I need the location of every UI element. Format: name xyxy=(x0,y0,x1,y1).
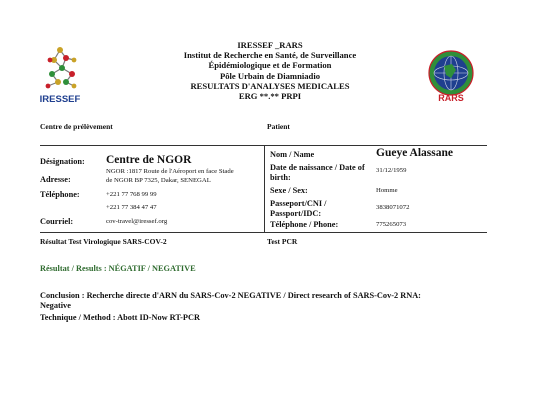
designation-label: Désignation: xyxy=(40,157,85,166)
adresse-line-1: NGOR :1817 Route de l'Aéroport en face Stade xyxy=(106,168,234,175)
conclusion-line-2: Negative xyxy=(40,301,71,310)
nom-value: Gueye Alassane xyxy=(376,147,453,159)
dob-value: 31/12/1959 xyxy=(376,167,407,174)
document-header xyxy=(120,40,420,101)
telephone-1: +221 77 768 99 99 xyxy=(106,191,157,198)
passport-label-line-1: Passeport/CNI / xyxy=(270,199,327,208)
sexe-value: Homme xyxy=(376,187,398,194)
rars-globe-icon xyxy=(418,48,484,104)
courriel-label: Courriel: xyxy=(40,217,74,226)
telephone-label: Téléphone: xyxy=(40,190,80,199)
passport-value: 3838071072 xyxy=(376,204,410,211)
telephone-2: +221 77 384 47 47 xyxy=(106,204,157,211)
result-text: Résultat / Results : NÉGATIF / NEGATIVE xyxy=(40,264,196,273)
adresse-line-2: de NGOR BP 7325, Dakar, SENEGAL xyxy=(106,177,211,184)
sexe-label: Sexe / Sex: xyxy=(270,186,308,195)
centre-section-title: Centre de prélèvement xyxy=(40,122,113,131)
header-line-4: Pôle Urbain de Diamniadio xyxy=(219,70,321,81)
test-type-label: Résultat Test Virologique SARS-COV-2 xyxy=(40,237,167,246)
test-method-label: Test PCR xyxy=(267,237,298,246)
header-line-3: Épidémiologique et de Formation xyxy=(208,60,332,71)
iressef-logo-text: IRESSEF xyxy=(39,94,81,105)
phone-label: Téléphone / Phone: xyxy=(270,220,339,229)
table-bottom-divider xyxy=(40,232,487,233)
nom-label: Nom / Name xyxy=(270,150,315,159)
dob-label-line-2: birth: xyxy=(270,173,291,182)
header-line-5: RESULTATS D'ANALYSES MEDICALES xyxy=(190,80,350,91)
table-center-divider xyxy=(264,145,265,232)
iressef-logo xyxy=(32,44,88,106)
header-line-1: IRESSEF _RARS xyxy=(237,40,303,50)
technique-text: Technique / Method : Abott ID-Now RT-PCR xyxy=(40,313,200,322)
rars-logo xyxy=(418,48,484,104)
patient-section-title: Patient xyxy=(267,122,290,131)
header-line-6: ERG **.** PRPI xyxy=(238,91,302,102)
designation-value: Centre de NGOR xyxy=(106,154,192,166)
rars-logo-text: RARS xyxy=(438,93,464,103)
phone-value: 775265073 xyxy=(376,221,407,228)
dob-label-line-1: Date de naissance / Date of xyxy=(270,163,365,172)
iressef-emblem-icon xyxy=(32,44,88,106)
courriel-value: cov-travel@iressef.org xyxy=(106,218,168,225)
passport-label-line-2: Passport/IDC: xyxy=(270,209,322,218)
adresse-label: Adresse: xyxy=(40,175,71,184)
conclusion-line-1: Conclusion : Recherche directe d'ARN du SARS-Cov-2 NEGATIVE / Direct research of SARS-Cov-2 RNA: xyxy=(40,291,421,300)
header-line-2: Institut de Recherche en Santé, de Surveillance xyxy=(183,50,357,61)
